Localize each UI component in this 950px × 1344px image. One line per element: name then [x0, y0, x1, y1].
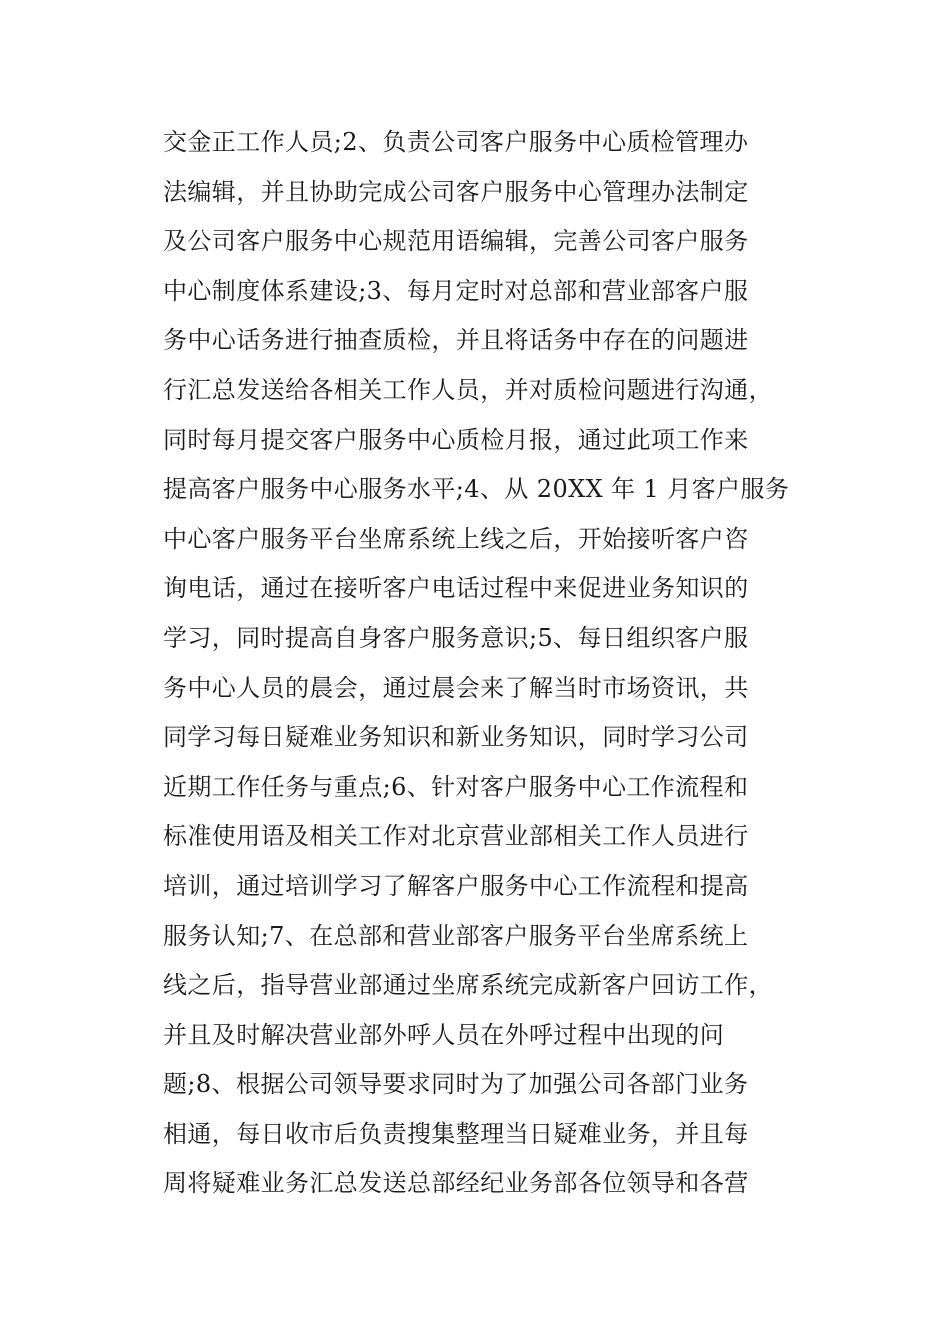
text-line: 线之后，指导营业部通过坐席系统完成新客户回访工作， — [163, 971, 773, 1000]
text-line: 并且及时解决营业部外呼人员在外呼过程中出现的问 — [163, 1020, 725, 1049]
text-line: 题;8、根据公司领导要求同时为了加强公司各部门业务 — [163, 1070, 749, 1099]
text-line: 中心制度体系建设;3、每月定时对总部和营业部客户服 — [163, 276, 749, 305]
text-line: 务中心人员的晨会，通过晨会来了解当时市场资讯，共 — [163, 673, 749, 702]
text-line: 周将疑难业务汇总发送总部经纪业务部各位领导和各营 — [163, 1169, 749, 1198]
text-line: 务中心话务进行抽查质检，并且将话务中存在的问题进 — [163, 326, 749, 355]
body-text — [163, 118, 823, 1209]
text-line: 相通，每日收市后负责搜集整理当日疑难业务，并且每 — [163, 1119, 749, 1148]
text-line: 行汇总发送给各相关工作人员，并对质检问题进行沟通， — [163, 375, 773, 404]
text-line: 标准使用语及相关工作对北京营业部相关工作人员进行 — [163, 822, 749, 851]
text-line: 交金正工作人员;2、负责公司客户服务中心质检管理办 — [163, 128, 749, 156]
text-line: 法编辑，并且协助完成公司客户服务中心管理办法制定 — [163, 177, 749, 206]
text-line: 近期工作任务与重点;6、针对客户服务中心工作流程和 — [163, 772, 749, 801]
text-line: 同学习每日疑难业务知识和新业务知识，同时学习公司 — [163, 723, 749, 752]
text-line: 提高客户服务中心服务水平;4、从 20XX 年 1 月客户服务 — [163, 475, 790, 504]
text-line: 询电话，通过在接听客户电话过程中来促进业务知识的 — [163, 574, 749, 603]
text-line: 及公司客户服务中心规范用语编辑，完善公司客户服务 — [163, 227, 749, 256]
text-line: 培训，通过培训学习了解客户服务中心工作流程和提高 — [163, 871, 749, 900]
text-line: 同时每月提交客户服务中心质检月报，通过此项工作来 — [163, 425, 749, 454]
text-line: 中心客户服务平台坐席系统上线之后，开始接听客户咨 — [163, 524, 749, 553]
text-line: 服务认知;7、在总部和营业部客户服务平台坐席系统上 — [163, 921, 749, 950]
text-line: 学习，同时提高自身客户服务意识;5、每日组织客户服 — [163, 623, 749, 652]
